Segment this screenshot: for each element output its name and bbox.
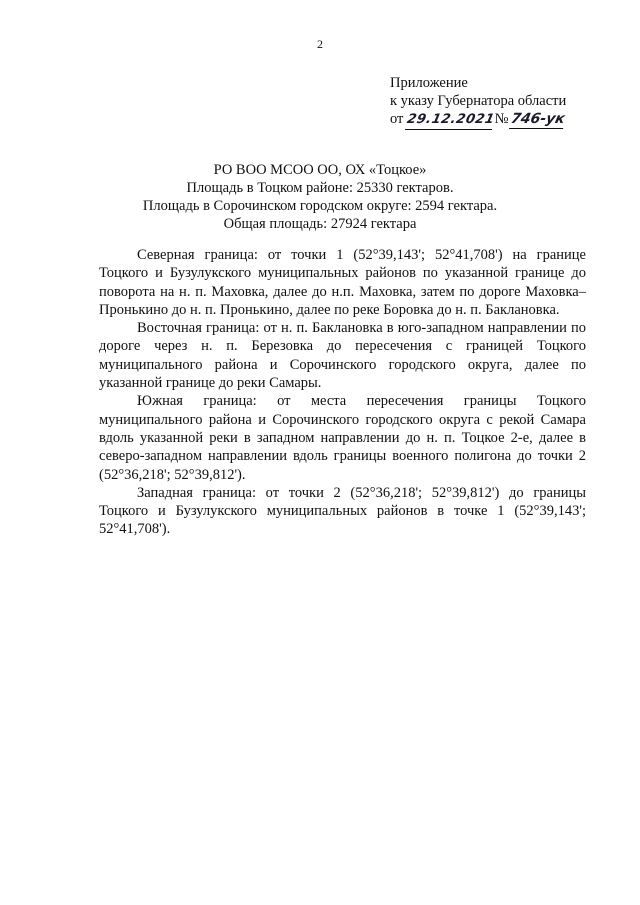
hunting-ground-title: РО ВОО МСОО ОО, ОХ «Тоцкое»: [213, 162, 427, 178]
appendix-decree-line: к указу Губернатора области: [390, 93, 567, 109]
north-boundary: Северная граница: от точки 1 (52°39,143'; 52°41,708') на границе Тоцкого и Бузулукского муниципальных районов по указанной границе до поворота на н. п. Маховка, далее до н.п. Маховка, затем по дороге Маховка–Пронькино до н. п. Пронькино, далее по реке Боровка до н. п. Баклановка.: [99, 247, 586, 318]
handwritten-date: 29.12.2021: [405, 111, 496, 130]
area-totsky: Площадь в Тоцком районе: 25330 гектаров.: [186, 180, 454, 196]
boundaries-description: [99, 246, 586, 539]
appendix-date-number-line: [390, 110, 566, 130]
south-boundary: Южная граница: от места пересечения границы Тоцкого муниципального района и Сорочинского городского округа с рекой Самара вдоль указанной реки в западном направлении до н. п. Тоцкое 2-е, далее в северо-западном направлении вдоль границы военного полигона до точки 2 (52°36,218'; 52°39,812').: [99, 393, 586, 483]
west-boundary: Западная граница: от точки 2 (52°36,218'; 52°39,812') до границы Тоцкого и Бузулукского муниципальных районов в точке 1 (52°39,143'; 52°41,708').: [99, 484, 586, 538]
area-total: Общая площадь: 27924 гектара: [223, 216, 417, 232]
document-header: [0, 161, 640, 233]
number-sign: №: [494, 111, 509, 127]
handwritten-number: 746-ук: [508, 111, 566, 127]
appendix-block: [390, 74, 566, 130]
appendix-title: Приложение: [390, 75, 468, 91]
area-sorochinsk: Площадь в Сорочинском городском округе: 2594 гектара.: [142, 198, 498, 214]
east-boundary: Восточная граница: от н. п. Баклановка в юго-западном направлении по дороге через н. п. Березовка до пересечения с границей Тоцкого муниципального района и Сорочинского городского округа, далее по указанной границе до реки Самары.: [99, 320, 586, 392]
from-label: от: [390, 111, 404, 127]
page-number: 2: [317, 37, 323, 51]
